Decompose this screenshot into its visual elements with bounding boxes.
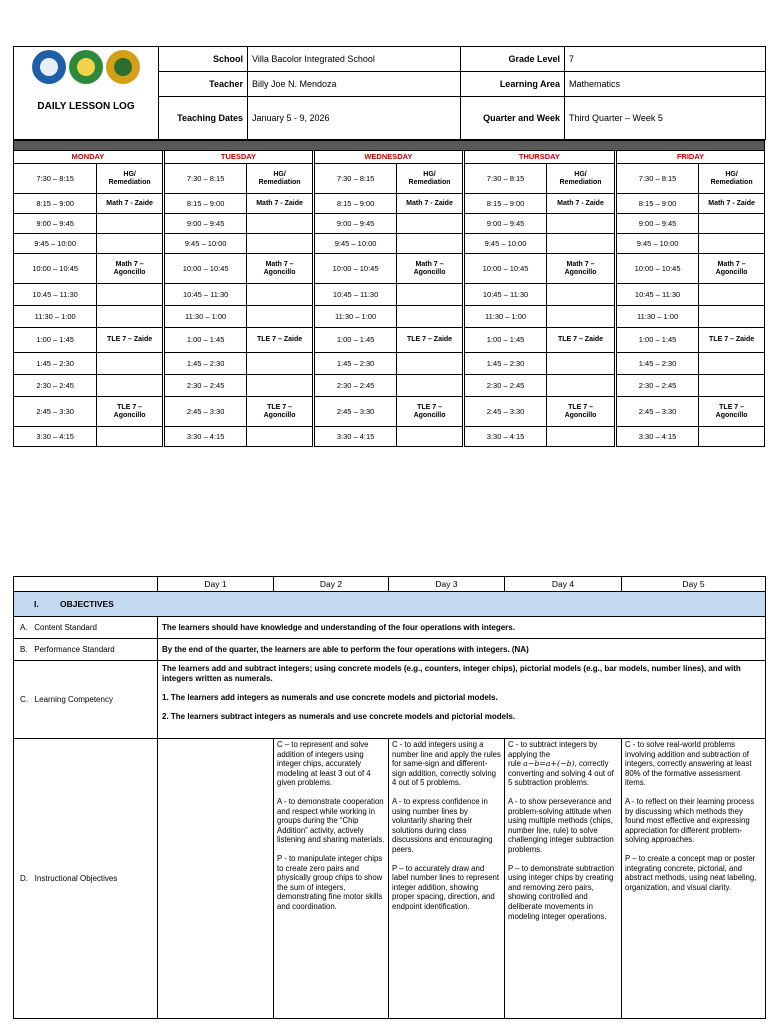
teaching-dates-value: January 5 - 9, 2026 (248, 97, 461, 140)
school-value: Villa Bacolor Integrated School (248, 47, 461, 72)
division-seal-icon (69, 50, 103, 84)
schedule-row (14, 194, 765, 214)
time-slot: 10:45 – 11:30 (165, 284, 247, 306)
objectives-heading: I. OBJECTIVES (14, 592, 766, 617)
quarter-week-label: Quarter and Week (461, 97, 565, 140)
day4-c-rule-prefix: rule (508, 759, 524, 769)
time-slot: 2:30 – 2:45 (165, 375, 247, 397)
time-slot: 3:30 – 4:15 (616, 427, 698, 447)
day-header-friday: FRIDAY (616, 151, 764, 164)
class-slot: TLE 7 – Agoncillo (397, 397, 463, 427)
class-slot: HG/ Remediation (247, 164, 313, 194)
learning-competency-cell (158, 661, 766, 739)
time-slot: 1:00 – 1:45 (464, 328, 546, 353)
time-slot: 8:15 – 9:00 (616, 194, 698, 214)
class-slot (547, 375, 615, 397)
time-slot: 11:30 – 1:00 (464, 306, 546, 328)
day2-objectives-cell (274, 739, 389, 1019)
time-slot: 9:45 – 10:00 (616, 234, 698, 254)
class-slot (699, 427, 765, 447)
day5-psychomotor-objective: P – to create a concept map or poster integrating concrete, pictorial, and abstract methods, using neat labeling, organization, and visual clarity. (625, 853, 757, 892)
class-slot: Math 7 – Agoncillo (699, 254, 765, 284)
time-slot: 10:45 – 11:30 (14, 284, 97, 306)
day1-objectives-cell (158, 739, 274, 1019)
class-slot: TLE 7 – Agoncillo (547, 397, 615, 427)
header-band (14, 141, 765, 151)
schedule-row (14, 353, 765, 375)
day5-cognitive-objective: C - to solve real-world problems involving addition and subtraction of integers, correctly answering at least 80% of the formative assessment items. (625, 740, 752, 788)
time-slot: 8:15 – 9:00 (464, 194, 546, 214)
time-slot: 8:15 – 9:00 (314, 194, 396, 214)
schedule-row (14, 234, 765, 254)
corner-cell (14, 577, 158, 592)
day4-affective-objective: A - to show perseverance and problem-solving attitude when using multiple methods (chips, number line, rule) to solve challenging integer subtraction problems. (508, 796, 614, 854)
learning-competency-text: The learners add and subtract integers; using concrete models (e.g., counters, integer chips), pictorial models (e.g., bar models, number lines), and with integers written as numerals. (162, 664, 741, 683)
logo-title-cell (14, 47, 159, 140)
time-slot: 11:30 – 1:00 (314, 306, 396, 328)
school-seal-icon (106, 50, 140, 84)
instructional-objectives-label: D. Instructional Objectives (14, 739, 158, 1019)
day4-cognitive-objective (508, 740, 618, 788)
day3-cognitive-objective: C - to add integers using a number line and apply the rules for same-sign and different-sign addition, correctly solving 4 out of 5 problems. (392, 740, 501, 788)
day-header-row (14, 151, 765, 164)
class-slot (699, 353, 765, 375)
class-slot (547, 306, 615, 328)
time-slot: 7:30 – 8:15 (165, 164, 247, 194)
time-slot: 3:30 – 4:15 (314, 427, 396, 447)
logos (18, 50, 154, 84)
quarter-week-value: Third Quarter – Week 5 (565, 97, 766, 140)
schedule-row (14, 427, 765, 447)
class-slot (247, 234, 313, 254)
day4-c-intro: C - to subtract integers by applying the (508, 740, 598, 759)
time-slot: 9:00 – 9:45 (464, 214, 546, 234)
day-header-monday: MONDAY (14, 151, 163, 164)
time-slot: 1:45 – 2:30 (464, 353, 546, 375)
day2-cognitive-objective: C – to represent and solve addition of integers using integer chips, accurately modeling at least 3 out of 4 given problems. (277, 740, 371, 788)
day5-affective-objective: A - to reflect on their learning process by discussing which methods they found most effective and expressing appreciation for different problem-solving approaches. (625, 796, 755, 845)
grade-level-value: 7 (565, 47, 766, 72)
time-slot: 2:45 – 3:30 (14, 397, 97, 427)
time-slot: 10:00 – 10:45 (165, 254, 247, 284)
time-slot: 1:00 – 1:45 (314, 328, 396, 353)
class-slot: HG/ Remediation (397, 164, 463, 194)
class-slot (699, 234, 765, 254)
learning-competency-label: C. Learning Competency (14, 661, 158, 739)
time-slot: 3:30 – 4:15 (165, 427, 247, 447)
time-slot: 2:30 – 2:45 (314, 375, 396, 397)
time-slot: 2:45 – 3:30 (165, 397, 247, 427)
day2-psychomotor-objective: P - to manipulate integer chips to create zero pairs and physically group chips to show the sum of integers, demonstrating fine motor skills and coordination. (277, 853, 383, 911)
time-slot: 1:00 – 1:45 (14, 328, 97, 353)
class-slot: Math 7 - Zaide (547, 194, 615, 214)
learning-competency-row (14, 661, 766, 739)
content-standard-label: A. Content Standard (14, 617, 158, 639)
objectives-row (14, 592, 766, 617)
class-slot: HG/ Remediation (547, 164, 615, 194)
class-slot (699, 214, 765, 234)
time-slot: 1:00 – 1:45 (165, 328, 247, 353)
header-table (13, 46, 766, 140)
time-slot: 10:00 – 10:45 (314, 254, 396, 284)
class-slot: Math 7 – Agoncillo (547, 254, 615, 284)
time-slot: 11:30 – 1:00 (165, 306, 247, 328)
class-slot: Math 7 - Zaide (247, 194, 313, 214)
class-slot (97, 353, 163, 375)
schedule-row (14, 306, 765, 328)
class-slot (699, 306, 765, 328)
teacher-label: Teacher (159, 72, 248, 97)
time-slot: 10:45 – 11:30 (314, 284, 396, 306)
time-slot: 9:00 – 9:45 (616, 214, 698, 234)
class-slot (97, 427, 163, 447)
performance-standard-text: By the end of the quarter, the learners are able to perform the four operations with integers. (NA) (158, 639, 766, 661)
class-slot (397, 353, 463, 375)
time-slot: 1:45 – 2:30 (14, 353, 97, 375)
class-slot (247, 375, 313, 397)
day3-objectives-cell (389, 739, 505, 1019)
time-slot: 10:00 – 10:45 (14, 254, 97, 284)
day-header: Day 1 (158, 577, 274, 592)
time-slot: 1:45 – 2:30 (616, 353, 698, 375)
class-slot (247, 427, 313, 447)
instructional-objectives-row (14, 739, 766, 1019)
time-slot: 2:45 – 3:30 (314, 397, 396, 427)
class-slot (97, 214, 163, 234)
schedule-row (14, 328, 765, 353)
schedule-row (14, 397, 765, 427)
time-slot: 9:45 – 10:00 (464, 234, 546, 254)
class-slot: HG/ Remediation (699, 164, 765, 194)
time-slot: 9:00 – 9:45 (165, 214, 247, 234)
class-slot (547, 214, 615, 234)
time-slot: 1:45 – 2:30 (165, 353, 247, 375)
time-slot: 7:30 – 8:15 (314, 164, 396, 194)
class-slot (397, 284, 463, 306)
time-slot: 10:00 – 10:45 (616, 254, 698, 284)
subtraction-rule-formula: a−b=a+(−b) (523, 759, 575, 769)
class-slot (247, 284, 313, 306)
learning-area-value: Mathematics (565, 72, 766, 97)
time-slot: 9:45 – 10:00 (314, 234, 396, 254)
day-header: Day 5 (622, 577, 766, 592)
document-title: DAILY LESSON LOG (37, 101, 135, 112)
class-slot (397, 427, 463, 447)
day-header: Day 3 (389, 577, 505, 592)
performance-standard-label: B. Performance Standard (14, 639, 158, 661)
time-slot: 3:30 – 4:15 (14, 427, 97, 447)
class-slot: Math 7 - Zaide (699, 194, 765, 214)
time-slot: 7:30 – 8:15 (616, 164, 698, 194)
day-header: Day 4 (505, 577, 622, 592)
teacher-value: Billy Joe N. Mendoza (248, 72, 461, 97)
schedule-row (14, 254, 765, 284)
lesson-plan-table (13, 576, 766, 1019)
class-slot (699, 375, 765, 397)
class-slot (397, 306, 463, 328)
day-header-tuesday: TUESDAY (165, 151, 313, 164)
time-slot: 10:45 – 11:30 (616, 284, 698, 306)
class-slot (97, 375, 163, 397)
schedule-row (14, 375, 765, 397)
day-header-wednesday: WEDNESDAY (314, 151, 462, 164)
day-header-row (14, 577, 766, 592)
content-standard-row (14, 617, 766, 639)
day-header: Day 2 (274, 577, 389, 592)
time-slot: 2:30 – 2:45 (464, 375, 546, 397)
class-slot (397, 375, 463, 397)
class-slot (547, 353, 615, 375)
class-slot (547, 234, 615, 254)
learning-competency-2: 2. The learners subtract integers as numerals and use concrete models and pictorial models. (162, 712, 516, 721)
time-slot: 8:15 – 9:00 (14, 194, 97, 214)
day4-objectives-cell (505, 739, 622, 1019)
time-slot: 2:30 – 2:45 (616, 375, 698, 397)
class-slot: TLE 7 – Agoncillo (247, 397, 313, 427)
schedule-row (14, 164, 765, 194)
class-slot: Math 7 – Agoncillo (247, 254, 313, 284)
schedule-row (14, 284, 765, 306)
class-slot (97, 284, 163, 306)
class-slot (97, 306, 163, 328)
class-slot (397, 214, 463, 234)
time-slot: 9:45 – 10:00 (165, 234, 247, 254)
class-slot: TLE 7 – Zaide (97, 328, 163, 353)
class-slot (699, 284, 765, 306)
deped-seal-icon (32, 50, 66, 84)
class-slot: TLE 7 – Zaide (547, 328, 615, 353)
time-slot: 7:30 – 8:15 (464, 164, 546, 194)
content-standard-text: The learners should have knowledge and understanding of the four operations with integers. (158, 617, 766, 639)
class-slot: Math 7 – Agoncillo (97, 254, 163, 284)
learning-competency-1: 1. The learners add integers as numerals and use concrete models and pictorial models. (162, 693, 498, 702)
day5-objectives-cell (622, 739, 766, 1019)
class-slot (247, 306, 313, 328)
class-slot: TLE 7 – Zaide (397, 328, 463, 353)
class-slot (547, 284, 615, 306)
weekly-schedule-table (13, 140, 765, 447)
class-slot: Math 7 - Zaide (397, 194, 463, 214)
time-slot: 8:15 – 9:00 (165, 194, 247, 214)
time-slot: 2:45 – 3:30 (464, 397, 546, 427)
day4-c-rest: , correctly converting and solving 4 out of 5 subtraction problems. (508, 759, 614, 788)
time-slot: 10:00 – 10:45 (464, 254, 546, 284)
class-slot: TLE 7 – Agoncillo (699, 397, 765, 427)
schedule-row (14, 214, 765, 234)
day3-affective-objective: A - to express confidence in using number lines by voluntarily sharing their solutions during class discussions and encouraging peers. (392, 796, 493, 854)
time-slot: 9:00 – 9:45 (314, 214, 396, 234)
day2-affective-objective: A - to demonstrate cooperation and respect while working in groups during the “Chip Addition” activity, actively listening and sharing materials. (277, 796, 385, 845)
day-header-thursday: THURSDAY (464, 151, 614, 164)
day4-psychomotor-objective: P – to demonstrate subtraction using integer chips by creating and removing zero pairs, showing controlled and deliberate movements in modeling integer operations. (508, 863, 615, 921)
learning-area-label: Learning Area (461, 72, 565, 97)
performance-standard-row (14, 639, 766, 661)
class-slot: Math 7 - Zaide (97, 194, 163, 214)
time-slot: 2:45 – 3:30 (616, 397, 698, 427)
class-slot: Math 7 – Agoncillo (397, 254, 463, 284)
time-slot: 11:30 – 1:00 (616, 306, 698, 328)
time-slot: 9:00 – 9:45 (14, 214, 97, 234)
class-slot: TLE 7 – Zaide (247, 328, 313, 353)
time-slot: 2:30 – 2:45 (14, 375, 97, 397)
class-slot (397, 234, 463, 254)
grade-level-label: Grade Level (461, 47, 565, 72)
day3-psychomotor-objective: P – to accurately draw and label number lines to represent integer addition, showing proper spacing, direction, and endpoint identification. (392, 863, 500, 911)
class-slot (547, 427, 615, 447)
class-slot: TLE 7 – Zaide (699, 328, 765, 353)
time-slot: 1:45 – 2:30 (314, 353, 396, 375)
time-slot: 3:30 – 4:15 (464, 427, 546, 447)
time-slot: 10:45 – 11:30 (464, 284, 546, 306)
class-slot: TLE 7 – Agoncillo (97, 397, 163, 427)
teaching-dates-label: Teaching Dates (159, 97, 248, 140)
class-slot (247, 353, 313, 375)
time-slot: 1:00 – 1:45 (616, 328, 698, 353)
class-slot: HG/ Remediation (97, 164, 163, 194)
class-slot (247, 214, 313, 234)
class-slot (97, 234, 163, 254)
time-slot: 7:30 – 8:15 (14, 164, 97, 194)
school-label: School (159, 47, 248, 72)
time-slot: 11:30 – 1:00 (14, 306, 97, 328)
time-slot: 9:45 – 10:00 (14, 234, 97, 254)
